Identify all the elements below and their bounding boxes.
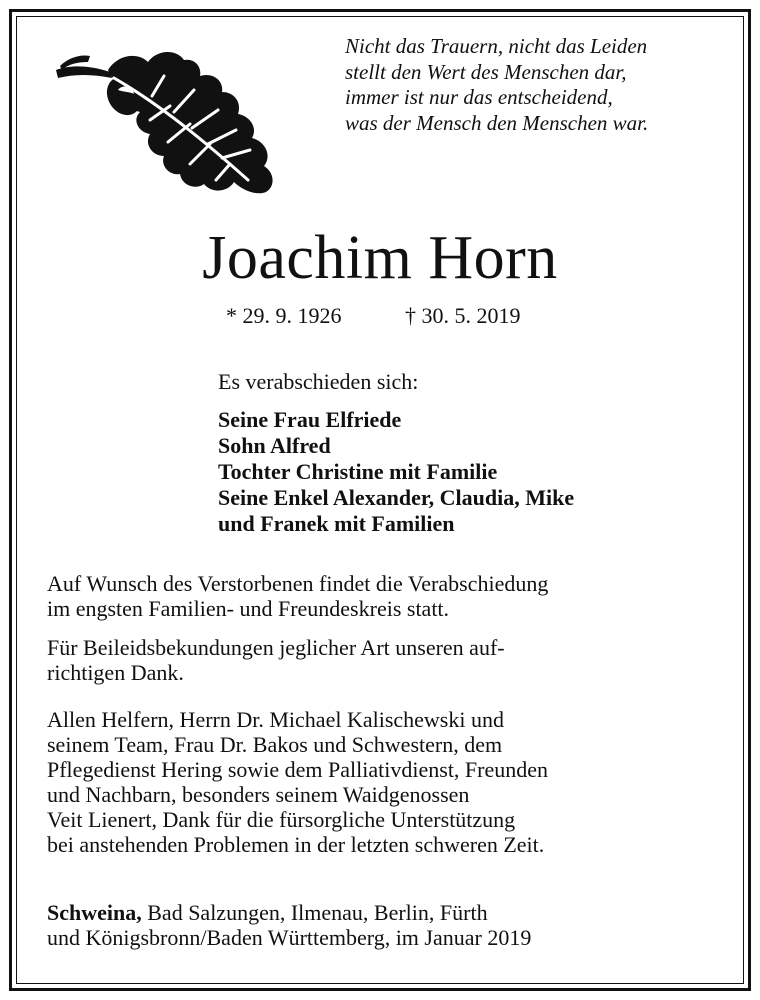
helpers-thanks-line: und Nachbarn, besonders seinem Waidgenossen: [47, 782, 470, 807]
poem-line: immer ist nur das entscheidend,: [345, 85, 613, 109]
poem: [345, 34, 735, 136]
helpers-thanks-line: bei anstehenden Problemen in der letzten schweren Zeit.: [47, 832, 545, 857]
mourner-line: Seine Enkel Alexander, Claudia, Mike: [218, 485, 575, 510]
other-places: Bad Salzungen, Ilmenau, Berlin, Fürth: [141, 900, 488, 925]
mourner-line: Seine Frau Elfriede: [218, 407, 402, 432]
helpers-thanks-line: Allen Helfern, Herrn Dr. Michael Kalischewski und: [47, 707, 504, 732]
poem-line: Nicht das Trauern, nicht das Leiden: [345, 34, 648, 58]
mourner-line: Sohn Alfred: [218, 433, 331, 458]
mourner-line: Tochter Christine mit Familie: [218, 459, 498, 484]
hometown: Schweina,: [47, 900, 142, 925]
deceased-name: Joachim Horn: [202, 224, 558, 292]
helpers-thanks-line: Veit Lienert, Dank für die fürsorgliche Unterstützung: [47, 807, 516, 832]
helpers-thanks-line: Pflegedienst Hering sowie dem Palliativdienst, Freunden: [47, 757, 549, 782]
death-date: † 30. 5. 2019: [405, 303, 521, 328]
condolence-thanks-line: Für Beileidsbekundungen jeglicher Art unseren auf-: [47, 635, 505, 660]
helpers-thanks: [47, 707, 727, 857]
helpers-thanks-line: seinem Team, Frau Dr. Bakos und Schwestern, dem: [47, 732, 503, 757]
farewell-intro: Es verabschieden sich:: [218, 369, 419, 394]
funeral-notice-line: im engsten Familien- und Freundeskreis statt.: [47, 596, 450, 621]
condolence-thanks: [47, 635, 727, 685]
mourner-line: und Franek mit Familien: [218, 511, 455, 536]
closing-line-2: und Königsbronn/Baden Württemberg, im Januar 2019: [47, 925, 532, 950]
condolence-thanks-line: richtigen Dank.: [47, 660, 184, 685]
funeral-notice-line: Auf Wunsch des Verstorbenen findet die Verabschiedung: [47, 571, 549, 596]
funeral-notice: [47, 571, 727, 621]
poem-line: was der Mensch den Menschen war.: [345, 110, 649, 135]
closing-line-1: [47, 900, 727, 925]
oak-leaf-with-acorn-icon: [52, 40, 288, 200]
mourners-list: [218, 407, 574, 537]
birth-date: * 29. 9. 1926: [226, 303, 342, 328]
closing-places: [47, 900, 727, 950]
poem-line: stellt den Wert des Menschen dar,: [345, 59, 627, 84]
